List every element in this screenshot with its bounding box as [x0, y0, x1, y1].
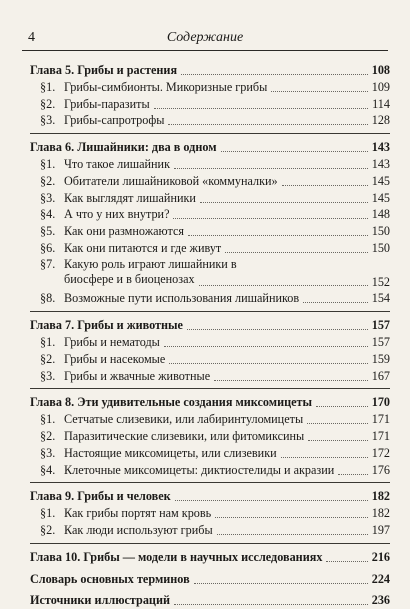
dot-leader — [281, 456, 368, 458]
section-number: §2. — [40, 173, 56, 188]
section-text: Грибы-симбионты. Микоризные грибы — [64, 79, 268, 94]
section-title — [40, 156, 170, 173]
section-text: Возможные пути использования лишайников — [64, 291, 300, 306]
chapter-title: Словарь основных терминов — [30, 571, 190, 586]
section-title — [40, 368, 210, 385]
chapter-divider — [30, 543, 390, 544]
section-title — [40, 428, 304, 445]
page-ref: 224 — [371, 571, 390, 586]
section-title — [40, 173, 278, 190]
toc-chapter-entry — [30, 549, 390, 566]
toc-section-entry — [30, 462, 390, 479]
page-ref: 157 — [371, 334, 390, 349]
section-title — [40, 206, 169, 223]
toc-section-entry — [30, 445, 390, 462]
page-ref: 182 — [371, 506, 390, 521]
section-text: Паразитические слизевики, или фитомиксины — [64, 428, 305, 443]
page-ref: 154 — [371, 291, 390, 306]
page-ref: 171 — [371, 428, 390, 443]
section-text: Сетчатые слизевики, или лабиринтуломицеты — [64, 412, 304, 427]
dot-leader — [282, 184, 368, 186]
page-ref: 148 — [371, 207, 390, 222]
dot-leader — [221, 150, 368, 152]
section-title — [40, 96, 150, 113]
section-text: Грибы и жвачные животные — [64, 368, 211, 383]
section-number: §1. — [40, 412, 56, 427]
section-number: §8. — [40, 291, 56, 306]
page-ref: 152 — [371, 274, 390, 289]
section-text: Обитатели лишайниковой «коммуналки» — [64, 173, 278, 188]
section-number: §1. — [40, 156, 56, 171]
page-ref: 176 — [371, 462, 390, 477]
section-title — [40, 240, 221, 257]
toc-chapter-entry — [30, 139, 390, 156]
page-ref: 172 — [371, 445, 390, 460]
toc-chapter-entry — [30, 571, 390, 588]
section-text: Как они питаются и где живут — [64, 240, 222, 255]
page-ref: 109 — [371, 79, 390, 94]
page-ref: 128 — [371, 113, 390, 128]
page-header — [22, 30, 388, 51]
chapter-title: Источники иллюстраций — [30, 593, 170, 608]
section-number: §3. — [40, 368, 56, 383]
section-number: §6. — [40, 240, 56, 255]
toc-chapter-entry — [30, 488, 390, 505]
section-title — [40, 351, 165, 368]
section-text: Как выглядят лишайники — [64, 190, 196, 205]
page-ref: 167 — [371, 368, 390, 383]
section-number: §2. — [40, 428, 56, 443]
toc-section-entry — [30, 257, 390, 291]
toc-section-entry — [30, 96, 390, 113]
section-title — [40, 334, 160, 351]
dot-leader — [308, 439, 368, 441]
section-text: Грибы и насекомые — [64, 351, 166, 366]
page-number: 4 — [28, 30, 35, 45]
toc-section-entry — [30, 190, 390, 207]
page-ref: 114 — [372, 96, 390, 111]
dot-leader — [164, 345, 368, 347]
toc-section-entry — [30, 173, 390, 190]
dot-leader — [217, 533, 368, 535]
section-text: Грибы и нематоды — [64, 334, 160, 349]
page-ref: 143 — [371, 140, 390, 155]
page-ref: 171 — [371, 412, 390, 427]
page-ref: 145 — [371, 173, 390, 188]
chapter-title: Глава 9. Грибы и человек — [30, 489, 171, 504]
section-title — [40, 445, 277, 462]
dot-leader — [168, 123, 367, 125]
toc-section-entry — [30, 112, 390, 129]
chapter-title: Глава 5. Грибы и растения — [30, 63, 178, 77]
section-title — [40, 505, 211, 522]
section-number: §3. — [40, 190, 56, 205]
chapter-title: Глава 8. Эти удивительные создания миксомицеты — [30, 395, 313, 410]
chapter-divider — [30, 311, 390, 312]
running-title: Содержание — [166, 30, 244, 45]
toc-section-entry — [30, 290, 390, 307]
section-number: §5. — [40, 224, 56, 239]
page-ref: 108 — [371, 63, 390, 77]
page-ref: 197 — [371, 522, 390, 537]
dot-leader — [199, 284, 368, 286]
section-text: Как люди используют грибы — [64, 522, 213, 537]
dot-leader — [225, 251, 367, 253]
section-number: §2. — [40, 522, 56, 537]
section-number: §4. — [40, 462, 56, 477]
section-title — [40, 190, 196, 207]
dot-leader — [338, 473, 367, 475]
section-title — [40, 462, 334, 479]
section-text: Настоящие миксомицеты, или слизевики — [64, 445, 277, 460]
toc-section-entry — [30, 428, 390, 445]
page-ref: 143 — [371, 156, 390, 171]
toc-section-entry — [30, 206, 390, 223]
dot-leader — [181, 73, 368, 75]
toc-section-entry — [30, 505, 390, 522]
page-ref: 236 — [371, 593, 390, 608]
chapter-divider — [30, 388, 390, 389]
toc-section-entry — [30, 522, 390, 539]
section-number: §3. — [40, 445, 56, 460]
chapter-title: Глава 7. Грибы и животные — [30, 318, 183, 333]
section-number: §2. — [40, 351, 56, 366]
section-text: Грибы-паразиты — [64, 96, 150, 111]
section-title — [40, 411, 303, 428]
section-title — [40, 223, 184, 240]
chapter-title: Глава 10. Грибы — модели в научных исследованиях — [30, 549, 323, 564]
page-ref: 159 — [371, 351, 390, 366]
toc-section-entry — [30, 223, 390, 240]
toc-section-entry — [30, 79, 390, 96]
dot-leader — [214, 379, 368, 381]
toc-chapter-entry — [30, 394, 390, 411]
toc-section-entry — [30, 156, 390, 173]
dot-leader — [154, 107, 369, 109]
section-text: Грибы-сапротрофы — [64, 113, 165, 128]
dot-leader — [200, 201, 368, 203]
dot-leader — [187, 328, 368, 330]
section-text: Как грибы портят нам кровь — [64, 506, 212, 521]
section-text: Какую роль играют лишайники в биосфере и в биоценозах — [64, 256, 237, 286]
dot-leader — [303, 301, 368, 303]
dot-leader — [188, 234, 368, 236]
page-ref: 145 — [371, 190, 390, 205]
dot-leader — [326, 560, 367, 562]
section-number: §7. — [40, 256, 56, 271]
section-text: Как они размножаются — [64, 224, 184, 239]
toc-section-entry — [30, 368, 390, 385]
toc-chapter-entry — [30, 62, 390, 79]
section-number: §1. — [40, 334, 56, 349]
toc-chapter-entry — [30, 592, 390, 609]
toc-section-entry — [30, 334, 390, 351]
section-text: Клеточные миксомицеты: диктиостелиды и акразии — [64, 462, 335, 477]
page-ref: 216 — [371, 549, 390, 564]
toc-section-entry — [30, 351, 390, 368]
chapter-divider — [30, 482, 390, 483]
chapter-divider — [30, 133, 390, 134]
section-text: Что такое лишайник — [64, 156, 170, 171]
section-text: А что у них внутри? — [64, 207, 170, 222]
page-ref: 150 — [371, 240, 390, 255]
page-ref: 150 — [371, 224, 390, 239]
section-number: §1. — [40, 79, 56, 94]
section-title — [40, 522, 213, 539]
dot-leader — [316, 405, 368, 407]
dot-leader — [174, 167, 368, 169]
dot-leader — [271, 90, 367, 92]
table-of-contents — [30, 62, 390, 609]
chapter-title: Глава 6. Лишайники: два в одном — [30, 140, 217, 155]
dot-leader — [307, 422, 368, 424]
section-title — [40, 257, 300, 287]
section-number: §4. — [40, 207, 56, 222]
page-ref: 157 — [371, 318, 390, 333]
section-title — [40, 290, 299, 307]
dot-leader — [175, 499, 368, 501]
toc-chapter-entry — [30, 317, 390, 334]
toc-section-entry — [30, 411, 390, 428]
dot-leader — [174, 603, 368, 605]
section-title — [40, 79, 267, 96]
section-title — [40, 112, 164, 129]
toc-section-entry — [30, 240, 390, 257]
section-number: §2. — [40, 96, 56, 111]
section-number: §3. — [40, 113, 56, 128]
dot-leader — [173, 217, 367, 219]
dot-leader — [169, 362, 367, 364]
section-number: §1. — [40, 506, 56, 521]
page-ref: 170 — [371, 395, 390, 410]
dot-leader — [215, 516, 368, 518]
dot-leader — [194, 582, 368, 584]
page-ref: 182 — [371, 489, 390, 504]
